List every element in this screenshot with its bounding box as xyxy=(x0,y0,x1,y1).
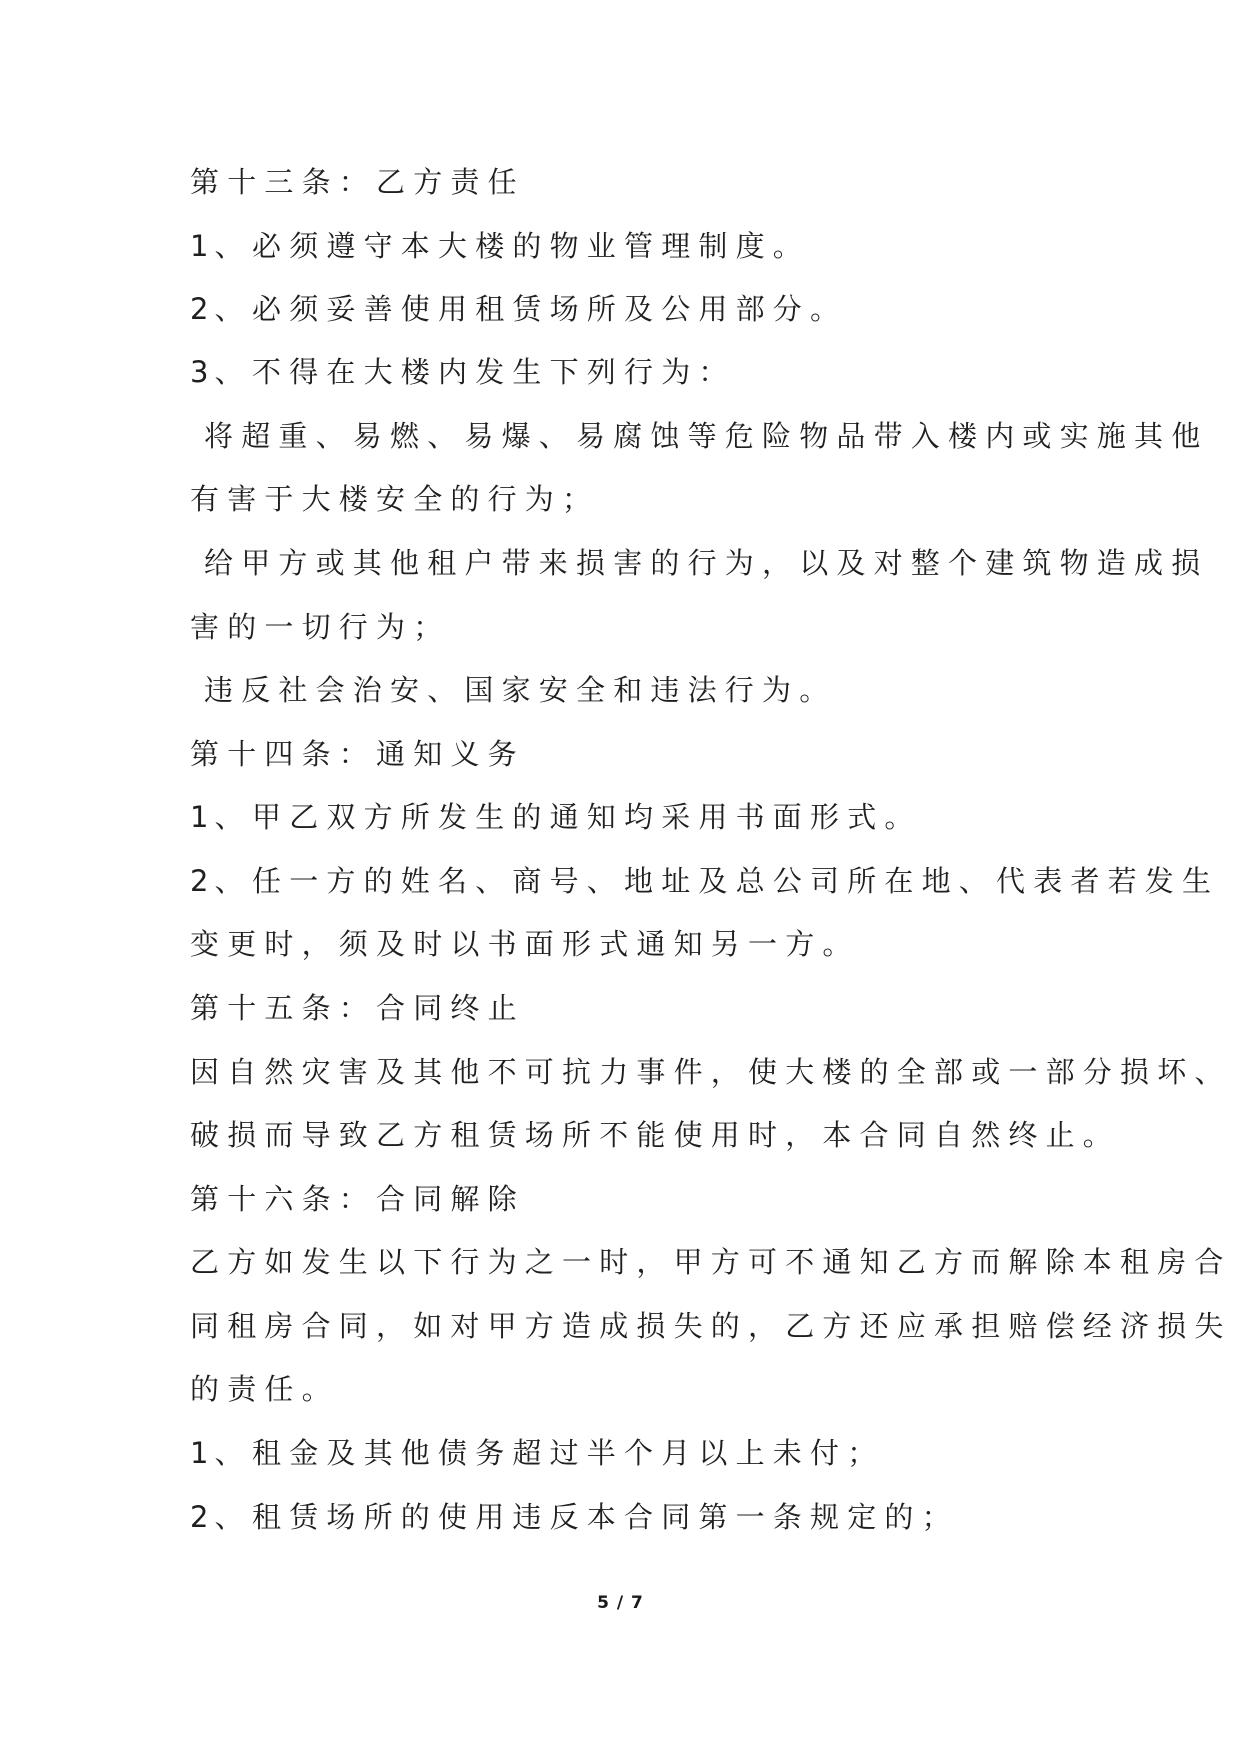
article-15-heading: 第十五条：合同终止 xyxy=(190,991,525,1025)
list-number: 1、 xyxy=(190,1436,250,1470)
list-text: 必须妥善使用租赁场所及公用部分。 xyxy=(252,292,848,326)
paragraph-line: 给甲方或其他租户带来损害的行为，以及对整个建筑物造成损 xyxy=(204,546,1209,580)
article-14-heading: 第十四条：通知义务 xyxy=(190,737,525,771)
list-item xyxy=(190,861,1219,901)
paragraph-line: 有害于大楼安全的行为； xyxy=(190,482,600,516)
list-item xyxy=(190,226,810,266)
list-text: 甲乙双方所发生的通知均采用书面形式。 xyxy=(252,800,922,834)
list-text: 租赁场所的使用违反本合同第一条规定的； xyxy=(252,1500,959,1534)
list-item xyxy=(190,1433,884,1473)
paragraph-line: 将超重、易燃、易爆、易腐蚀等危险物品带入楼内或实施其他 xyxy=(204,419,1209,453)
list-text: 不得在大楼内发生下列行为： xyxy=(252,355,736,389)
list-text: 必须遵守本大楼的物业管理制度。 xyxy=(252,229,811,263)
list-number: 1、 xyxy=(190,229,250,263)
paragraph-line: 违反社会治安、国家安全和违法行为。 xyxy=(204,673,837,707)
list-number: 2、 xyxy=(190,864,250,898)
list-item xyxy=(190,352,736,392)
list-number: 2、 xyxy=(190,292,250,326)
article-13-heading: 第十三条：乙方责任 xyxy=(190,165,525,199)
paragraph-line: 害的一切行为； xyxy=(190,610,451,644)
paragraph-line: 同租房合同，如对甲方造成损失的，乙方还应承担赔偿经济损失 xyxy=(190,1309,1232,1343)
paragraph-line: 因自然灾害及其他不可抗力事件，使大楼的全部或一部分损坏、 xyxy=(190,1055,1232,1089)
list-text: 租金及其他债务超过半个月以上未付； xyxy=(252,1436,885,1470)
list-item xyxy=(190,797,922,837)
paragraph-line: 的责任。 xyxy=(190,1372,339,1406)
list-item xyxy=(190,1497,959,1537)
paragraph-line: 变更时，须及时以书面形式通知另一方。 xyxy=(190,927,860,961)
paragraph-line: 乙方如发生以下行为之一时，甲方可不通知乙方而解除本租房合 xyxy=(190,1245,1232,1279)
list-text: 任一方的姓名、商号、地址及总公司所在地、代表者若发生 xyxy=(252,864,1220,898)
paragraph-line: 破损而导致乙方租赁场所不能使用时，本合同自然终止。 xyxy=(190,1118,1121,1152)
list-item xyxy=(190,289,847,329)
article-16-heading: 第十六条：合同解除 xyxy=(190,1182,525,1216)
page-number: 5 / 7 xyxy=(597,1593,644,1613)
list-number: 1、 xyxy=(190,800,250,834)
list-number: 2、 xyxy=(190,1500,250,1534)
list-number: 3、 xyxy=(190,355,250,389)
